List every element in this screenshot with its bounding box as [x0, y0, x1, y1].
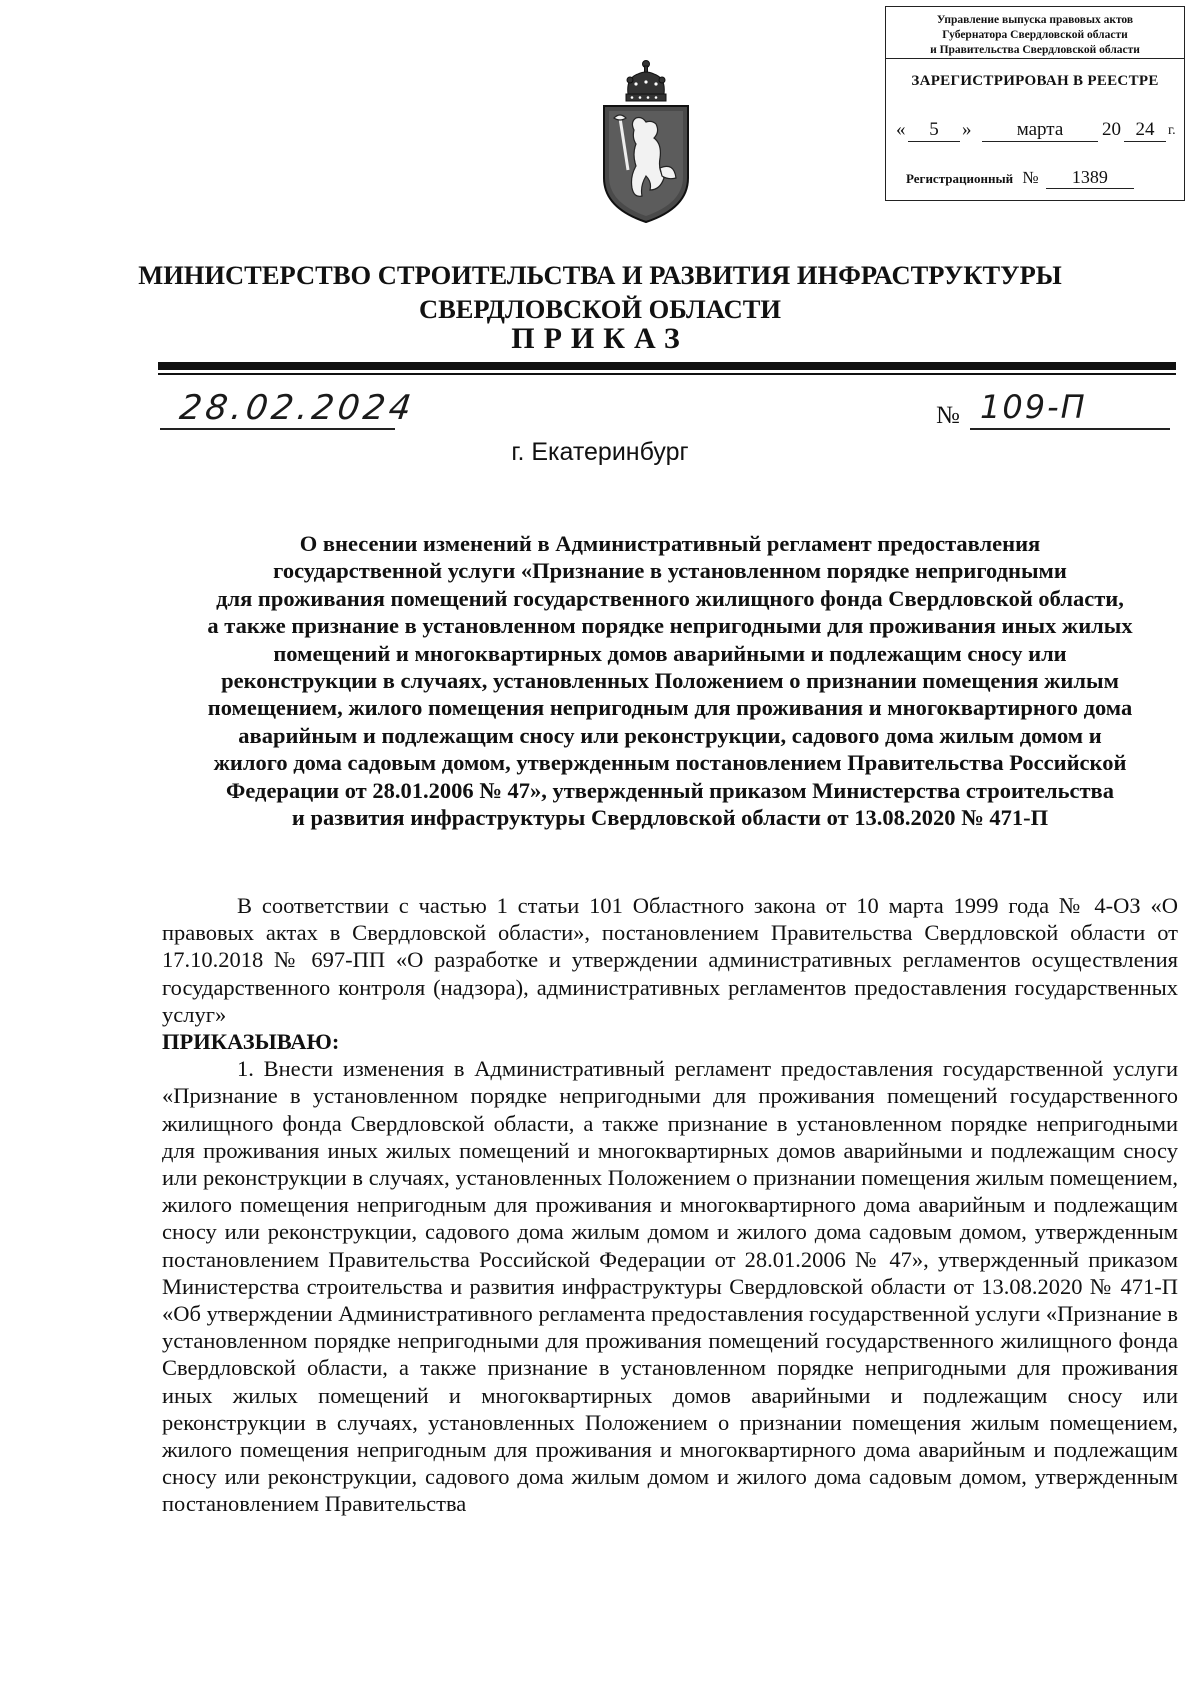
item-1-paragraph: 1. Внести изменения в Административный регламент предоставления государственной услуги «Признание в установленном порядке непригодными для проживания помещений государственного жилищного фонда Свердловской области, а также признание в установленном порядке непригодными для проживания иных жилых помещений и многоквартирных домов аварийными и подлежащим сносу или реконструкции в случаях, установленных Положением о признании помещения жилым помещением, жилого помещения непригодным для проживания и многоквартирного дома аварийным и подлежащим сносу или реконструкции, садового дома жилым домом и жилого дома садовым домом, утвержденным постановлением Правительства Российской Федерации от 28.01.2006 № 47», утвержденный приказом Министерства строительства и развития инфраструктуры Свердловской области от 13.08.2020 № 471-П «Об утверждении Административного регламента предоставления государственной услуги «Признание в установленном порядке непригодными для проживания помещений государственного жилищного фонда Свердловской области, а также признание в установленном порядке непригодными для проживания иных жилых помещений и многоквартирных домов аварийными и подлежащим сносу или реконструкции в случаях, установленных Положением о признании помещения жилым помещением, жилого помещения непригодным для проживания и многоквартирного дома аварийным и подлежащим сносу или реконструкции, садового дома жилым домом и жилого дома садовым домом, утвержденным постановлением Правительства — [162, 1056, 1178, 1517]
stamp-num-sign: № — [1022, 168, 1039, 187]
subject-line: реконструкции в случаях, установленных Положением о признании помещения жилым — [221, 668, 1119, 694]
order-number-label: № — [936, 402, 960, 429]
subject-line: аварийным и подлежащим сносу или реконструкции, садового дома жилым домом и — [238, 722, 1102, 748]
order-number-handwritten: 109-П — [980, 388, 1087, 426]
header-rule-thick — [158, 362, 1176, 370]
coat-of-arms-icon — [590, 58, 702, 226]
registration-stamp — [885, 6, 1185, 201]
ministry-name-line2: СВЕРДЛОВСКОЙ ОБЛАСТИ — [418, 294, 782, 324]
subject-line: помещений и многоквартирных домов аварийными и подлежащим сносу или — [273, 640, 1067, 666]
stamp-quote-open: « — [896, 119, 906, 140]
subject-line: О внесении изменений в Административный регламент предоставления — [299, 531, 1041, 556]
stamp-registered-label: ЗАРЕГИСТРИРОВАН В РЕЕСТРЕ — [911, 73, 1159, 89]
subject-line: государственной услуги «Признание в установленном порядке непригодными — [273, 558, 1067, 584]
orders-word: ПРИКАЗЫВАЮ: — [162, 1029, 340, 1055]
stamp-reg-number: 1389 — [1046, 167, 1134, 189]
stamp-month: марта — [982, 119, 1098, 142]
order-subject — [160, 530, 1180, 831]
city-name: г. Екатеринбург — [511, 438, 689, 466]
subject-line: для проживания помещений государственного жилищного фонда Свердловской области, — [216, 585, 1124, 611]
date-underline — [160, 428, 395, 430]
stamp-year-unit: г. — [1168, 123, 1176, 138]
stamp-reg-label: Регистрационный — [906, 171, 1014, 186]
subject-line: а также признание в установленном порядке непригодными для проживания иных жилых — [207, 613, 1133, 639]
number-underline — [970, 428, 1170, 430]
stamp-date — [896, 119, 1181, 145]
stamp-header-line: Управление выпуска правовых актов — [936, 14, 1134, 26]
header-rule-thin — [158, 373, 1176, 375]
subject-line: помещением, жилого помещения непригодным для проживания и многоквартирного дома — [207, 695, 1133, 721]
stamp-day: 5 — [908, 119, 960, 142]
stamp-reg-number-row — [906, 167, 1176, 189]
preamble-paragraph: В соответствии с частью 1 статьи 101 Областного закона от 10 марта 1999 года № 4-ОЗ «О правовых актах в Свердловской области», постановлением Правительства Свердловской области от 17.10.2018 № 697-ПП «О разработке и утверждении административных регламентов осуществления государственного контроля (надзора), административных регламентов предоставления государственных услуг» — [162, 893, 1178, 1027]
subject-line: жилого дома садовым домом, утвержденным постановлением Правительства Российской — [213, 750, 1127, 776]
subject-line: и развития инфраструктуры Свердловской области от 13.08.2020 № 471-П — [291, 805, 1049, 831]
document-type-title: ПРИКАЗ — [511, 322, 689, 355]
stamp-header-line: Губернатора Свердловской области — [942, 29, 1128, 41]
stamp-quote-close: » — [962, 119, 972, 140]
order-body — [162, 892, 1178, 1518]
stamp-year-prefix: 20 — [1102, 119, 1121, 140]
order-date-handwritten: 28.02.2024 — [177, 388, 418, 428]
stamp-header — [886, 7, 1184, 59]
ministry-name-line1: МИНИСТЕРСТВО СТРОИТЕЛЬСТВА И РАЗВИТИЯ ИНФРАСТРУКТУРЫ — [138, 260, 1062, 290]
stamp-year-suffix: 24 — [1124, 119, 1166, 142]
subject-line: Федерации от 28.01.2006 № 47», утвержденный приказом Министерства строительства — [226, 777, 1114, 803]
stamp-header-line: и Правительства Свердловской области — [930, 44, 1140, 56]
